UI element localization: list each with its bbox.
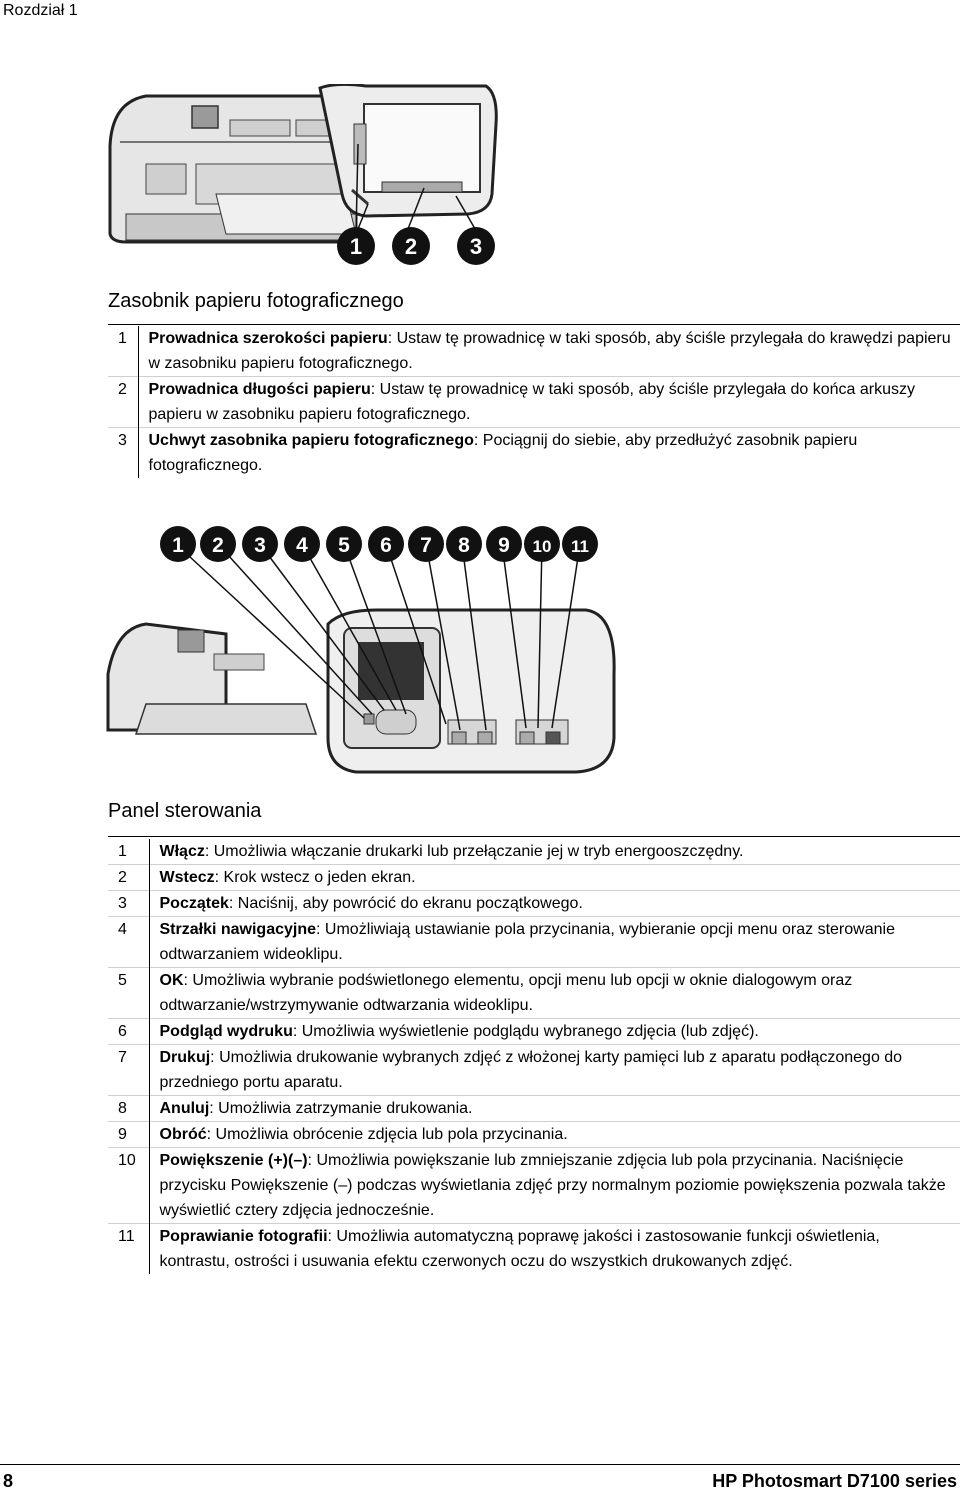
callout-label-3: 3 — [469, 234, 483, 259]
item-description — [138, 428, 960, 479]
table-row — [108, 1224, 960, 1275]
table-row — [108, 839, 960, 865]
callout-label-2: 2 — [212, 534, 224, 557]
item-description — [149, 1096, 960, 1122]
item-number: 5 — [118, 972, 127, 989]
callout-label-10: 10 — [532, 537, 552, 556]
callout-label-1: 1 — [172, 534, 184, 557]
item-text: : Umożliwia obrócenie zdjęcia lub pola przycinania. — [206, 1126, 568, 1143]
item-text: : Umożliwia włączanie drukarki lub przełączanie jej w tryb energooszczędny. — [204, 843, 744, 860]
callout-label-8: 8 — [458, 534, 470, 557]
item-description — [149, 917, 960, 968]
page-number: 8 — [3, 1471, 14, 1491]
item-description — [149, 1148, 960, 1224]
item-number: 9 — [118, 1126, 127, 1143]
table-top-rule — [108, 324, 960, 325]
item-text: : Umożliwia wybranie podświetlonego elementu, opcji menu lub opcji w oknie dialogowym oraz odtwarzanie/wstrzymywanie odtwarzania wideoklipu. — [159, 972, 853, 1014]
footer-rule — [0, 1464, 960, 1465]
item-description — [149, 839, 960, 865]
item-description — [138, 377, 960, 428]
item-term: Włącz — [159, 843, 205, 860]
table-row — [108, 1148, 960, 1224]
item-term: Powiększenie (+)(–) — [159, 1152, 308, 1169]
control-panel-illustration — [106, 524, 622, 776]
callout-label-2: 2 — [404, 234, 418, 259]
table-row — [108, 326, 960, 377]
item-term: Prowadnica szerokości papieru — [148, 330, 388, 347]
table-row — [108, 865, 960, 891]
item-description — [149, 1122, 960, 1148]
item-description — [149, 1045, 960, 1096]
item-text: : Umożliwia powiększanie lub zmniejszanie zdjęcia lub pola przycinania. Naciśnięcie przycisku Powiększenie (–) podczas wyświetlania zdjęć przy normalnym poziomie powiększenia pozwala także wyświetlić cztery zdjęcia jednocześnie. — [159, 1152, 946, 1219]
item-text: : Krok wstecz o jeden ekran. — [214, 869, 416, 886]
item-description — [149, 891, 960, 917]
item-text: : Umożliwia wyświetlenie podglądu wybranego zdjęcia (lub zdjęć). — [292, 1023, 759, 1040]
item-term: Poprawianie fotografii — [159, 1228, 328, 1245]
item-number: 7 — [118, 1049, 127, 1066]
item-number: 4 — [118, 921, 127, 938]
item-description — [149, 968, 960, 1019]
table-row — [108, 377, 960, 428]
callout-label-1: 1 — [349, 234, 363, 259]
item-term: Prowadnica długości papieru — [148, 381, 371, 398]
item-description — [138, 326, 960, 377]
table-row — [108, 1096, 960, 1122]
item-term: Drukuj — [159, 1049, 211, 1066]
item-number: 3 — [118, 895, 127, 912]
item-description — [149, 1224, 960, 1275]
item-text: : Ustaw tę prowadnicę w taki sposób, aby ściśle przylegała do końca arkuszy papieru w zasobniku papieru fotograficznego. — [148, 381, 916, 423]
item-text: : Umożliwia automatyczną poprawę jakości i zastosowanie funkcji oświetlenia, kontrastu, ostrości i usuwania efektu czerwonych oczu do wszystkich drukowanych zdjęć. — [159, 1228, 880, 1270]
item-text: : Ustaw tę prowadnicę w taki sposób, aby ściśle przylegała do krawędzi papieru w zasobniku papieru fotograficznego. — [148, 330, 951, 372]
item-number: 3 — [118, 432, 127, 449]
section-title-control-panel: Panel sterowania — [108, 800, 262, 822]
table-row — [108, 1122, 960, 1148]
item-term: Uchwyt zasobnika papieru fotograficznego — [148, 432, 474, 449]
photo-tray-parts-table — [108, 326, 960, 478]
table-top-rule-2 — [108, 836, 960, 837]
table-row — [108, 1019, 960, 1045]
table-row — [108, 428, 960, 479]
callout-label-6: 6 — [380, 534, 392, 557]
item-number: 1 — [118, 330, 127, 347]
item-term: Anuluj — [159, 1100, 210, 1117]
callout-label-3: 3 — [254, 534, 266, 557]
item-text: : Umożliwia zatrzymanie drukowania. — [209, 1100, 473, 1117]
section-title-photo-tray: Zasobnik papieru fotograficznego — [108, 290, 404, 312]
item-number: 2 — [118, 869, 127, 886]
callout-label-9: 9 — [498, 534, 510, 557]
item-term: Strzałki nawigacyjne — [159, 921, 317, 938]
table-row — [108, 968, 960, 1019]
item-term: Wstecz — [159, 869, 215, 886]
item-number: 1 — [118, 843, 127, 860]
item-number: 6 — [118, 1023, 127, 1040]
item-text: : Umożliwia drukowanie wybranych zdjęć z włożonej karty pamięci lub z aparatu podłączonego do przedniego portu aparatu. — [159, 1049, 903, 1091]
table-row — [108, 891, 960, 917]
item-number: 10 — [118, 1152, 136, 1169]
table-row — [108, 1045, 960, 1096]
chapter-header: Rozdział 1 — [3, 2, 78, 19]
item-number: 11 — [118, 1228, 135, 1245]
item-term: OK — [159, 972, 184, 989]
item-description — [149, 865, 960, 891]
callout-label-4: 4 — [296, 534, 308, 557]
callout-label-11: 11 — [571, 537, 589, 556]
item-number: 8 — [118, 1100, 127, 1117]
product-name: HP Photosmart D7100 series — [712, 1471, 957, 1491]
callout-label-5: 5 — [338, 534, 350, 557]
item-text: : Umożliwiają ustawianie pola przycinania, wybieranie opcji menu oraz sterowanie odtwarzaniem wideoklipu. — [159, 921, 895, 963]
table-row — [108, 917, 960, 968]
callout-label-7: 7 — [420, 534, 432, 557]
item-term: Początek — [159, 895, 229, 912]
item-term: Obróć — [159, 1126, 207, 1143]
item-text: : Pociągnij do siebie, aby przedłużyć zasobnik papieru fotograficznego. — [148, 432, 858, 474]
item-term: Podgląd wydruku — [159, 1023, 293, 1040]
control-panel-parts-table — [108, 839, 960, 1274]
item-number: 2 — [118, 381, 127, 398]
item-text: : Naciśnij, aby powrócić do ekranu początkowego. — [228, 895, 583, 912]
item-description — [149, 1019, 960, 1045]
